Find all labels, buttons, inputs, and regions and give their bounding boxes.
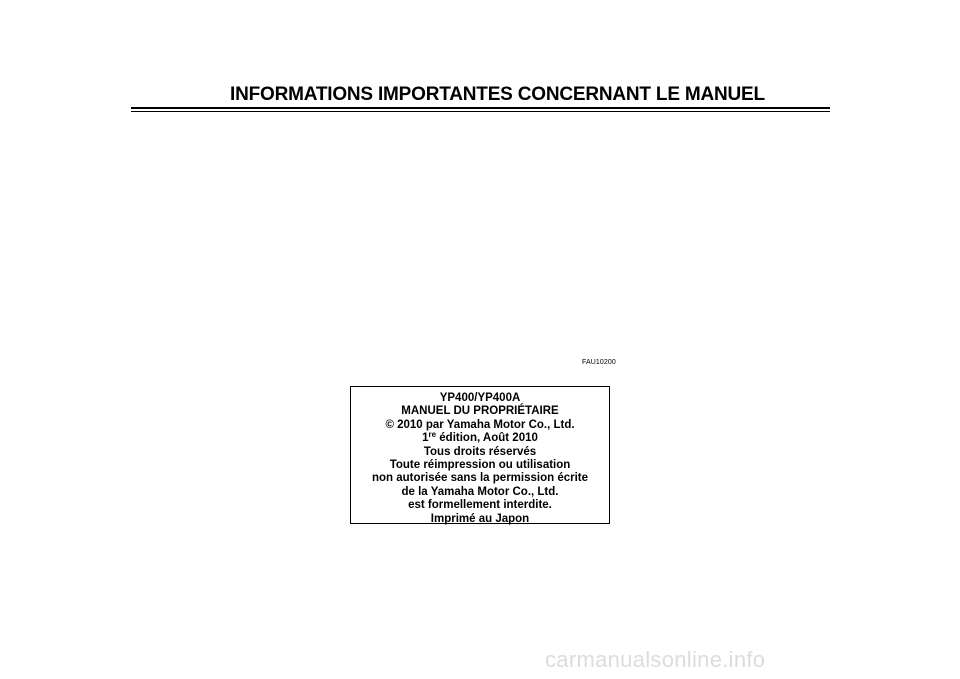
manual-name-line: MANUEL DU PROPRIÉTAIRE [401, 405, 559, 418]
printed-line: Imprimé au Japon [430, 512, 530, 525]
rights-line: Tous droits réservés [423, 445, 537, 458]
notice-line-2: non autorisée sans la permission écrite [371, 472, 589, 485]
title-rule-thick [131, 107, 830, 109]
notice-line-4: est formellement interdite. [408, 499, 552, 512]
title-rule-thin [131, 111, 830, 112]
notice-line-3: de la Yamaha Motor Co., Ltd. [401, 485, 559, 498]
notice-line-1: Toute réimpression ou utilisation [389, 459, 571, 472]
watermark: carmanualsonline.info [545, 647, 766, 672]
edition-line [351, 432, 609, 445]
page-title: INFORMATIONS IMPORTANTES CONCERNANT LE MANUEL [230, 84, 765, 105]
model-line: YP400/YP400A [439, 392, 521, 404]
copyright-box [350, 386, 610, 524]
edition-number: 1 [422, 432, 429, 445]
edition-text: édition, Août 2010 [436, 432, 538, 445]
reference-code: FAU10200 [582, 359, 616, 366]
copyright-line: © 2010 par Yamaha Motor Co., Ltd. [385, 418, 575, 431]
edition-suffix: re [428, 430, 437, 440]
